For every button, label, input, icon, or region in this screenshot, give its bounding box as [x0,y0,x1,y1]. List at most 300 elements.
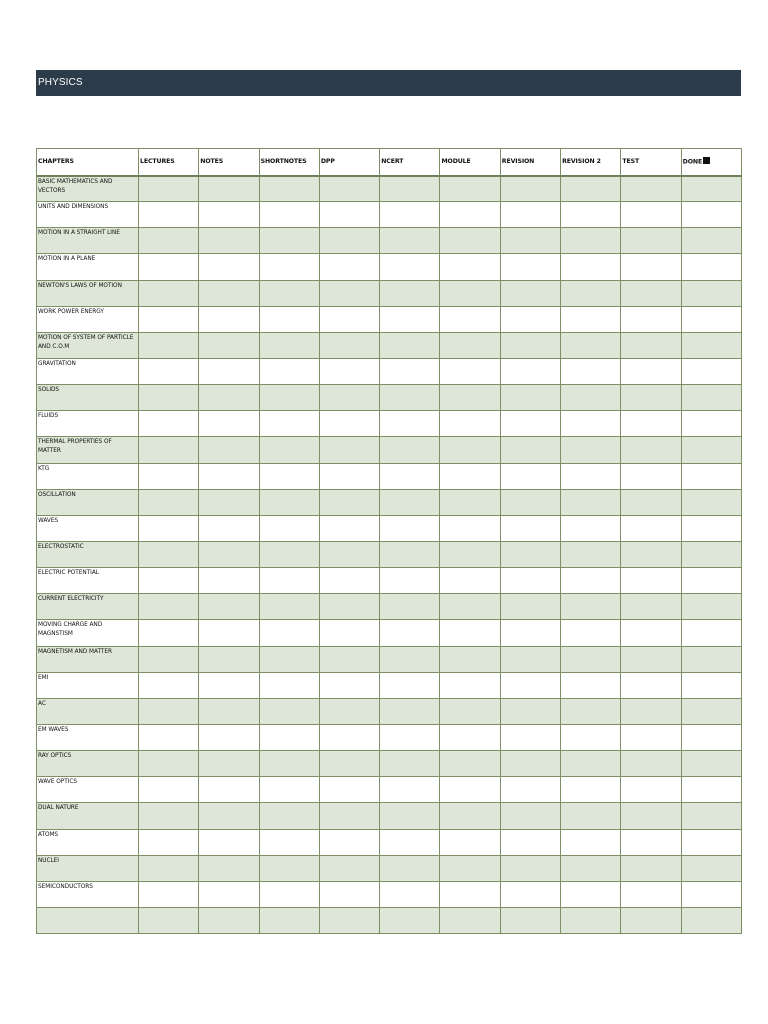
test-cell[interactable] [621,358,681,384]
revision-cell[interactable] [500,594,560,620]
revision-cell[interactable] [500,437,560,463]
dpp-cell[interactable] [319,306,379,332]
lectures-cell[interactable] [139,228,199,254]
revision-cell[interactable] [500,411,560,437]
lectures-cell[interactable] [139,358,199,384]
ncert-cell[interactable] [380,358,440,384]
done-cell[interactable] [681,437,741,463]
test-cell[interactable] [621,541,681,567]
lectures-cell[interactable] [139,907,199,933]
ncert-cell[interactable] [380,777,440,803]
done-cell[interactable] [681,620,741,646]
notes-cell[interactable] [199,777,259,803]
notes-cell[interactable] [199,646,259,672]
ncert-cell[interactable] [380,698,440,724]
lectures-cell[interactable] [139,176,199,202]
notes-cell[interactable] [199,306,259,332]
module-cell[interactable] [440,437,500,463]
module-cell[interactable] [440,280,500,306]
done-cell[interactable] [681,594,741,620]
revision-2-cell[interactable] [561,411,621,437]
test-cell[interactable] [621,907,681,933]
shortnotes-cell[interactable] [259,646,319,672]
revision-cell[interactable] [500,385,560,411]
module-cell[interactable] [440,332,500,358]
done-cell[interactable] [681,515,741,541]
dpp-cell[interactable] [319,437,379,463]
dpp-cell[interactable] [319,515,379,541]
ncert-cell[interactable] [380,385,440,411]
revision-cell[interactable] [500,620,560,646]
test-cell[interactable] [621,594,681,620]
dpp-cell[interactable] [319,803,379,829]
revision-cell[interactable] [500,672,560,698]
chapter-name-cell: DUAL NATURE [37,803,139,829]
ncert-cell[interactable] [380,803,440,829]
revision-cell[interactable] [500,751,560,777]
revision-2-cell[interactable] [561,568,621,594]
ncert-cell[interactable] [380,724,440,750]
ncert-cell[interactable] [380,620,440,646]
module-cell[interactable] [440,306,500,332]
dpp-cell[interactable] [319,489,379,515]
notes-cell[interactable] [199,568,259,594]
shortnotes-cell[interactable] [259,202,319,228]
module-cell[interactable] [440,385,500,411]
dpp-cell[interactable] [319,202,379,228]
lectures-cell[interactable] [139,803,199,829]
shortnotes-cell[interactable] [259,280,319,306]
done-cell[interactable] [681,280,741,306]
dpp-cell[interactable] [319,751,379,777]
ncert-cell[interactable] [380,176,440,202]
dpp-cell[interactable] [319,254,379,280]
notes-cell[interactable] [199,228,259,254]
module-cell[interactable] [440,202,500,228]
lectures-cell[interactable] [139,751,199,777]
dpp-cell[interactable] [319,385,379,411]
revision-2-cell[interactable] [561,672,621,698]
lectures-cell[interactable] [139,411,199,437]
shortnotes-cell[interactable] [259,489,319,515]
revision-cell[interactable] [500,541,560,567]
revision-cell[interactable] [500,568,560,594]
revision-2-cell[interactable] [561,385,621,411]
lectures-cell[interactable] [139,698,199,724]
revision-2-cell[interactable] [561,358,621,384]
dpp-cell[interactable] [319,358,379,384]
done-cell[interactable] [681,228,741,254]
revision-2-cell[interactable] [561,829,621,855]
lectures-cell[interactable] [139,568,199,594]
done-cell[interactable] [681,777,741,803]
revision-2-cell[interactable] [561,907,621,933]
revision-cell[interactable] [500,855,560,881]
shortnotes-cell[interactable] [259,437,319,463]
revision-2-cell[interactable] [561,855,621,881]
table-row [37,306,742,332]
shortnotes-cell[interactable] [259,228,319,254]
module-cell[interactable] [440,463,500,489]
shortnotes-cell[interactable] [259,254,319,280]
dpp-cell[interactable] [319,698,379,724]
done-cell[interactable] [681,751,741,777]
dpp-cell[interactable] [319,672,379,698]
column-header-test: TEST [621,149,681,176]
revision-cell[interactable] [500,463,560,489]
test-cell[interactable] [621,332,681,358]
dpp-cell[interactable] [319,541,379,567]
shortnotes-cell[interactable] [259,803,319,829]
revision-2-cell[interactable] [561,437,621,463]
revision-2-cell[interactable] [561,463,621,489]
done-cell[interactable] [681,907,741,933]
revision-cell[interactable] [500,881,560,907]
lectures-cell[interactable] [139,777,199,803]
ncert-cell[interactable] [380,254,440,280]
ncert-cell[interactable] [380,646,440,672]
module-cell[interactable] [440,751,500,777]
dpp-cell[interactable] [319,568,379,594]
shortnotes-cell[interactable] [259,306,319,332]
dpp-cell[interactable] [319,881,379,907]
notes-cell[interactable] [199,541,259,567]
revision-2-cell[interactable] [561,176,621,202]
lectures-cell[interactable] [139,646,199,672]
test-cell[interactable] [621,515,681,541]
ncert-cell[interactable] [380,672,440,698]
lectures-cell[interactable] [139,280,199,306]
module-cell[interactable] [440,646,500,672]
notes-cell[interactable] [199,620,259,646]
dpp-cell[interactable] [319,620,379,646]
shortnotes-cell[interactable] [259,620,319,646]
module-cell[interactable] [440,724,500,750]
test-cell[interactable] [621,777,681,803]
module-cell[interactable] [440,515,500,541]
test-cell[interactable] [621,411,681,437]
lectures-cell[interactable] [139,332,199,358]
module-cell[interactable] [440,411,500,437]
revision-cell[interactable] [500,829,560,855]
done-cell[interactable] [681,724,741,750]
lectures-cell[interactable] [139,541,199,567]
notes-cell[interactable] [199,594,259,620]
dpp-cell[interactable] [319,829,379,855]
lectures-cell[interactable] [139,620,199,646]
revision-cell[interactable] [500,176,560,202]
test-cell[interactable] [621,724,681,750]
shortnotes-cell[interactable] [259,594,319,620]
module-cell[interactable] [440,489,500,515]
ncert-cell[interactable] [380,541,440,567]
revision-cell[interactable] [500,907,560,933]
revision-2-cell[interactable] [561,228,621,254]
module-cell[interactable] [440,829,500,855]
chapter-name-cell: ELECTRIC POTENTIAL [37,568,139,594]
revision-2-cell[interactable] [561,515,621,541]
test-cell[interactable] [621,202,681,228]
lectures-cell[interactable] [139,855,199,881]
test-cell[interactable] [621,568,681,594]
ncert-cell[interactable] [380,489,440,515]
revision-cell[interactable] [500,646,560,672]
module-cell[interactable] [440,698,500,724]
dpp-cell[interactable] [319,777,379,803]
module-cell[interactable] [440,881,500,907]
done-cell[interactable] [681,332,741,358]
notes-cell[interactable] [199,829,259,855]
revision-2-cell[interactable] [561,202,621,228]
lectures-cell[interactable] [139,672,199,698]
ncert-cell[interactable] [380,202,440,228]
revision-2-cell[interactable] [561,751,621,777]
shortnotes-cell[interactable] [259,751,319,777]
lectures-cell[interactable] [139,489,199,515]
shortnotes-cell[interactable] [259,907,319,933]
ncert-cell[interactable] [380,306,440,332]
notes-cell[interactable] [199,385,259,411]
done-cell[interactable] [681,803,741,829]
revision-cell[interactable] [500,724,560,750]
done-cell[interactable] [681,568,741,594]
revision-2-cell[interactable] [561,280,621,306]
ncert-cell[interactable] [380,829,440,855]
module-cell[interactable] [440,855,500,881]
module-cell[interactable] [440,358,500,384]
notes-cell[interactable] [199,437,259,463]
test-cell[interactable] [621,228,681,254]
test-cell[interactable] [621,176,681,202]
test-cell[interactable] [621,698,681,724]
module-cell[interactable] [440,228,500,254]
module-cell[interactable] [440,803,500,829]
shortnotes-cell[interactable] [259,698,319,724]
module-cell[interactable] [440,594,500,620]
revision-2-cell[interactable] [561,620,621,646]
lectures-cell[interactable] [139,437,199,463]
revision-cell[interactable] [500,280,560,306]
revision-cell[interactable] [500,777,560,803]
done-cell[interactable] [681,829,741,855]
revision-2-cell[interactable] [561,541,621,567]
lectures-cell[interactable] [139,306,199,332]
done-cell[interactable] [681,698,741,724]
module-cell[interactable] [440,777,500,803]
shortnotes-cell[interactable] [259,332,319,358]
module-cell[interactable] [440,907,500,933]
done-cell[interactable] [681,646,741,672]
table-row [37,751,742,777]
notes-cell[interactable] [199,202,259,228]
revision-cell[interactable] [500,358,560,384]
shortnotes-cell[interactable] [259,672,319,698]
shortnotes-cell[interactable] [259,855,319,881]
done-cell[interactable] [681,254,741,280]
test-cell[interactable] [621,489,681,515]
notes-cell[interactable] [199,672,259,698]
shortnotes-cell[interactable] [259,829,319,855]
notes-cell[interactable] [199,332,259,358]
revision-cell[interactable] [500,306,560,332]
ncert-cell[interactable] [380,332,440,358]
dpp-cell[interactable] [319,280,379,306]
shortnotes-cell[interactable] [259,385,319,411]
chapter-name-cell: FLUIDS [37,411,139,437]
ncert-cell[interactable] [380,515,440,541]
notes-cell[interactable] [199,489,259,515]
dpp-cell[interactable] [319,594,379,620]
test-cell[interactable] [621,306,681,332]
done-cell[interactable] [681,176,741,202]
notes-cell[interactable] [199,907,259,933]
ncert-cell[interactable] [380,411,440,437]
done-cell[interactable] [681,385,741,411]
notes-cell[interactable] [199,254,259,280]
ncert-cell[interactable] [380,594,440,620]
revision-2-cell[interactable] [561,594,621,620]
ncert-cell[interactable] [380,855,440,881]
dpp-cell[interactable] [319,646,379,672]
module-cell[interactable] [440,672,500,698]
notes-cell[interactable] [199,803,259,829]
done-cell[interactable] [681,306,741,332]
ncert-cell[interactable] [380,568,440,594]
done-cell[interactable] [681,881,741,907]
revision-cell[interactable] [500,254,560,280]
module-cell[interactable] [440,254,500,280]
test-cell[interactable] [621,280,681,306]
revision-cell[interactable] [500,202,560,228]
revision-cell[interactable] [500,228,560,254]
revision-2-cell[interactable] [561,254,621,280]
lectures-cell[interactable] [139,463,199,489]
notes-cell[interactable] [199,463,259,489]
shortnotes-cell[interactable] [259,411,319,437]
test-cell[interactable] [621,646,681,672]
test-cell[interactable] [621,881,681,907]
revision-2-cell[interactable] [561,489,621,515]
notes-cell[interactable] [199,698,259,724]
shortnotes-cell[interactable] [259,541,319,567]
done-checkbox-icon[interactable] [703,157,710,164]
notes-cell[interactable] [199,176,259,202]
ncert-cell[interactable] [380,463,440,489]
test-cell[interactable] [621,385,681,411]
revision-2-cell[interactable] [561,306,621,332]
test-cell[interactable] [621,672,681,698]
notes-cell[interactable] [199,724,259,750]
revision-cell[interactable] [500,332,560,358]
ncert-cell[interactable] [380,881,440,907]
revision-2-cell[interactable] [561,777,621,803]
shortnotes-cell[interactable] [259,515,319,541]
done-cell[interactable] [681,541,741,567]
done-cell[interactable] [681,411,741,437]
ncert-cell[interactable] [380,751,440,777]
notes-cell[interactable] [199,855,259,881]
lectures-cell[interactable] [139,385,199,411]
shortnotes-cell[interactable] [259,568,319,594]
ncert-cell[interactable] [380,437,440,463]
shortnotes-cell[interactable] [259,724,319,750]
revision-2-cell[interactable] [561,803,621,829]
done-cell[interactable] [681,855,741,881]
dpp-cell[interactable] [319,176,379,202]
module-cell[interactable] [440,568,500,594]
lectures-cell[interactable] [139,254,199,280]
revision-2-cell[interactable] [561,881,621,907]
lectures-cell[interactable] [139,594,199,620]
revision-cell[interactable] [500,515,560,541]
notes-cell[interactable] [199,751,259,777]
notes-cell[interactable] [199,515,259,541]
revision-2-cell[interactable] [561,724,621,750]
test-cell[interactable] [621,254,681,280]
dpp-cell[interactable] [319,907,379,933]
shortnotes-cell[interactable] [259,358,319,384]
shortnotes-cell[interactable] [259,463,319,489]
lectures-cell[interactable] [139,724,199,750]
test-cell[interactable] [621,803,681,829]
done-cell[interactable] [681,358,741,384]
module-cell[interactable] [440,541,500,567]
dpp-cell[interactable] [319,855,379,881]
revision-2-cell[interactable] [561,698,621,724]
lectures-cell[interactable] [139,829,199,855]
notes-cell[interactable] [199,881,259,907]
dpp-cell[interactable] [319,332,379,358]
chapter-name-cell: CURRENT ELECTRICITY [37,594,139,620]
done-cell[interactable] [681,463,741,489]
module-cell[interactable] [440,620,500,646]
column-header-chapters: CHAPTERS [37,149,139,176]
notes-cell[interactable] [199,411,259,437]
test-cell[interactable] [621,829,681,855]
revision-2-cell[interactable] [561,646,621,672]
test-cell[interactable] [621,463,681,489]
revision-2-cell[interactable] [561,332,621,358]
dpp-cell[interactable] [319,228,379,254]
shortnotes-cell[interactable] [259,777,319,803]
revision-cell[interactable] [500,803,560,829]
revision-cell[interactable] [500,489,560,515]
dpp-cell[interactable] [319,724,379,750]
notes-cell[interactable] [199,358,259,384]
ncert-cell[interactable] [380,907,440,933]
test-cell[interactable] [621,437,681,463]
done-cell[interactable] [681,489,741,515]
shortnotes-cell[interactable] [259,881,319,907]
test-cell[interactable] [621,855,681,881]
ncert-cell[interactable] [380,228,440,254]
done-cell[interactable] [681,672,741,698]
shortnotes-cell[interactable] [259,176,319,202]
module-cell[interactable] [440,176,500,202]
test-cell[interactable] [621,620,681,646]
lectures-cell[interactable] [139,515,199,541]
done-cell[interactable] [681,202,741,228]
table-row [37,202,742,228]
dpp-cell[interactable] [319,411,379,437]
dpp-cell[interactable] [319,463,379,489]
lectures-cell[interactable] [139,881,199,907]
ncert-cell[interactable] [380,280,440,306]
test-cell[interactable] [621,751,681,777]
revision-cell[interactable] [500,698,560,724]
notes-cell[interactable] [199,280,259,306]
lectures-cell[interactable] [139,202,199,228]
